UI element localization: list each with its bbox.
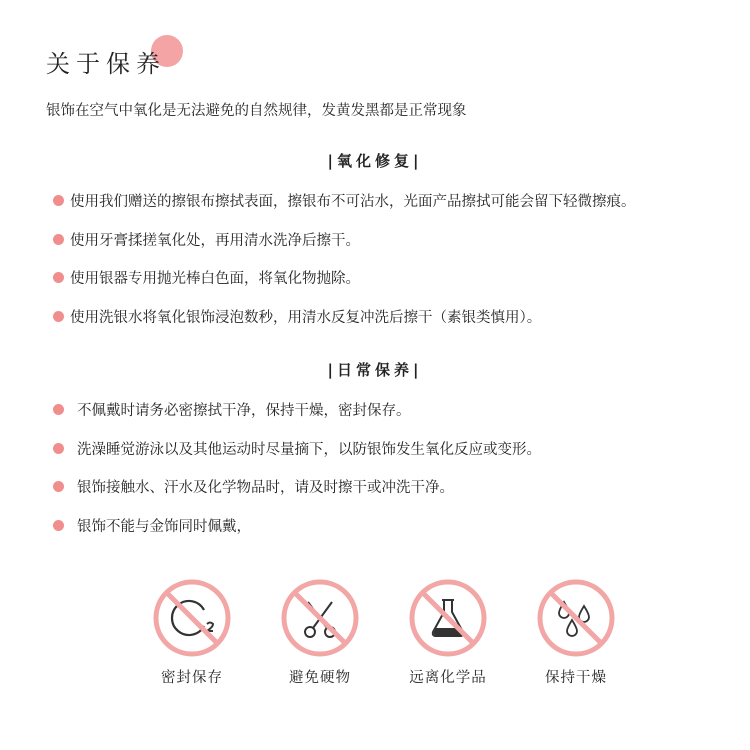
section-heading-daily-care: |日常保养| xyxy=(327,361,423,379)
list-item: 使用洗银水将氧化银饰浸泡数秒，用清水反复冲洗后擦干（素银类慎用）。 xyxy=(53,306,636,345)
icon-item-hard-objects xyxy=(265,578,375,687)
list-item: 使用我们赠送的擦银布擦拭表面，擦银布不可沾水，光面产品擦拭可能会留下轻微擦痕。 xyxy=(53,190,636,229)
scissors-prohibited-icon xyxy=(280,578,360,658)
oxidation-repair-list xyxy=(53,190,636,344)
list-item: 银饰不能与金饰同时佩戴， xyxy=(53,515,541,554)
section-heading-oxidation: |氧化修复| xyxy=(327,152,423,170)
list-item: 银饰接触水、汗水及化学物品时，请及时擦干或冲洗干净。 xyxy=(53,476,541,515)
flask-prohibited-icon xyxy=(408,578,488,658)
icon-label: 保持干燥 xyxy=(545,670,607,686)
icon-label: 远离化学品 xyxy=(409,670,487,686)
intro-text: 银饰在空气中氧化是无法避免的自然规律，发黄发黑都是正常现象 xyxy=(46,103,467,119)
bullet-icon xyxy=(53,311,64,322)
list-item: 洗澡睡觉游泳以及其他运动时尽量摘下，以防银饰发生氧化反应或变形。 xyxy=(53,438,541,477)
icon-item-dry xyxy=(521,578,631,687)
bullet-icon xyxy=(53,520,64,531)
water-drops-prohibited-icon xyxy=(536,578,616,658)
title-block xyxy=(46,38,206,82)
sealed-storage-icon xyxy=(152,578,232,658)
bullet-icon xyxy=(53,195,64,206)
list-item: 不佩戴时请务必密擦拭干净，保持干燥，密封保存。 xyxy=(53,399,541,438)
care-icons-row xyxy=(0,578,750,708)
bullet-icon xyxy=(53,404,64,415)
icon-item-chemicals xyxy=(393,578,503,687)
bullet-icon xyxy=(53,272,64,283)
bullet-icon xyxy=(53,443,64,454)
daily-care-list xyxy=(53,399,541,553)
bullet-icon xyxy=(53,481,64,492)
page-title: 关于保养 xyxy=(46,50,166,78)
icon-label: 密封保存 xyxy=(161,670,223,686)
icon-label: 避免硬物 xyxy=(289,670,351,686)
bullet-icon xyxy=(53,234,64,245)
list-item: 使用银器专用抛光棒白色面，将氧化物抛除。 xyxy=(53,267,636,306)
icon-item-sealed xyxy=(137,578,247,687)
list-item: 使用牙膏揉搓氧化处，再用清水洗净后擦干。 xyxy=(53,229,636,268)
